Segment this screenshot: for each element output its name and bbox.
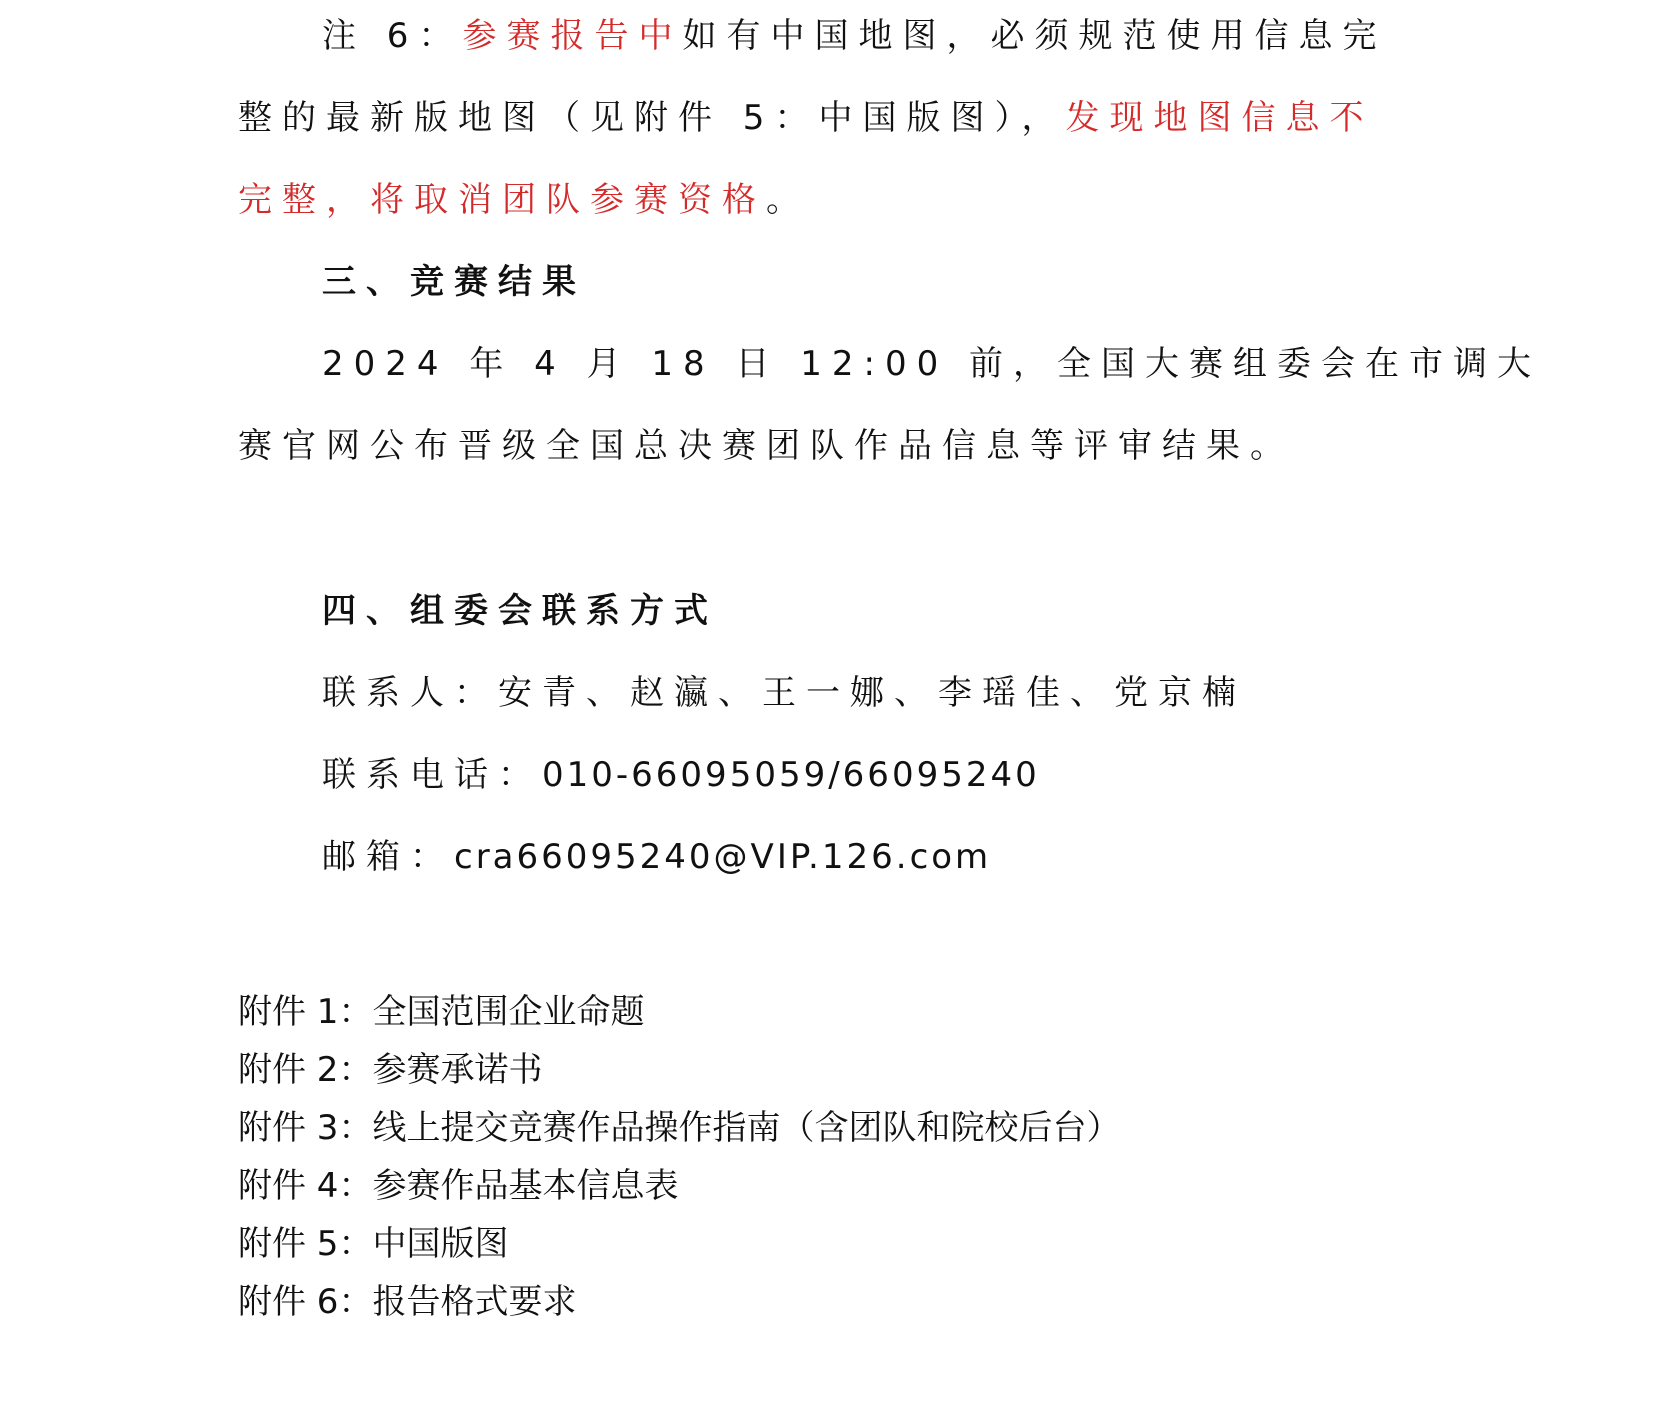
- email-line: [322, 835, 991, 879]
- note6-text: 。: [766, 180, 810, 220]
- note6-red-text: 发现地图信息不: [1065, 98, 1374, 138]
- contacts-label: 联系人：: [322, 673, 498, 713]
- attachment-item: [238, 990, 644, 1034]
- note6-text: 整的最新版地图（见附件 5：中国版图），: [238, 98, 1066, 138]
- note6-red-text: 参赛报告中: [462, 16, 683, 56]
- section3-paragraph-line-1: 2024 年 4 月 18 日 12:00 前，全国大赛组委会在市调大: [322, 344, 1542, 384]
- note6-line-1: [322, 14, 1386, 58]
- attachment-title: 全国范围企业命题: [372, 992, 645, 1032]
- phone-number: 010-66095059/66095240: [542, 755, 1040, 795]
- attachment-item: [238, 1164, 678, 1208]
- section3-heading: 三、竞赛结果: [322, 262, 586, 302]
- note6-red-text: 完整，将取消团队参赛资格: [238, 180, 766, 220]
- attachment-label: 附件 4：: [238, 1166, 373, 1206]
- attachment-item: [238, 1048, 542, 1092]
- note6-line-2: [238, 96, 1373, 140]
- email-address: cra66095240@VIP.126.com: [454, 837, 992, 877]
- section3-paragraph-line-2: 赛官网公布晋级全国总决赛团队作品信息等评审结果。: [238, 426, 1294, 466]
- attachment-title: 报告格式要求: [372, 1282, 577, 1322]
- attachment-label: 附件 1：: [238, 992, 373, 1032]
- contacts-line: [322, 671, 1246, 715]
- attachment-item: [238, 1106, 1120, 1150]
- attachment-title: 参赛作品基本信息表: [372, 1166, 679, 1206]
- attachment-title: 线上提交竞赛作品操作指南（含团队和院校后台）: [372, 1108, 1121, 1148]
- attachment-label: 附件 3：: [238, 1108, 373, 1148]
- contacts-names: 安青、赵瀛、王一娜、李瑶佳、党京楠: [498, 673, 1246, 713]
- attachment-label: 附件 2：: [238, 1050, 373, 1090]
- note6-line-3: [238, 178, 810, 222]
- note6-text: 如有中国地图，必须规范使用信息完: [682, 16, 1387, 56]
- email-label: 邮箱：: [322, 837, 454, 877]
- attachment-item: [238, 1222, 508, 1266]
- phone-line: [322, 753, 1040, 797]
- phone-label: 联系电话：: [322, 755, 542, 795]
- attachment-item: [238, 1280, 576, 1324]
- note6-prefix: 注 6：: [322, 16, 463, 56]
- attachment-label: 附件 5：: [238, 1224, 373, 1264]
- section4-heading: 四、组委会联系方式: [322, 591, 718, 631]
- attachment-label: 附件 6：: [238, 1282, 373, 1322]
- attachment-title: 中国版图: [372, 1224, 509, 1264]
- attachment-title: 参赛承诺书: [372, 1050, 543, 1090]
